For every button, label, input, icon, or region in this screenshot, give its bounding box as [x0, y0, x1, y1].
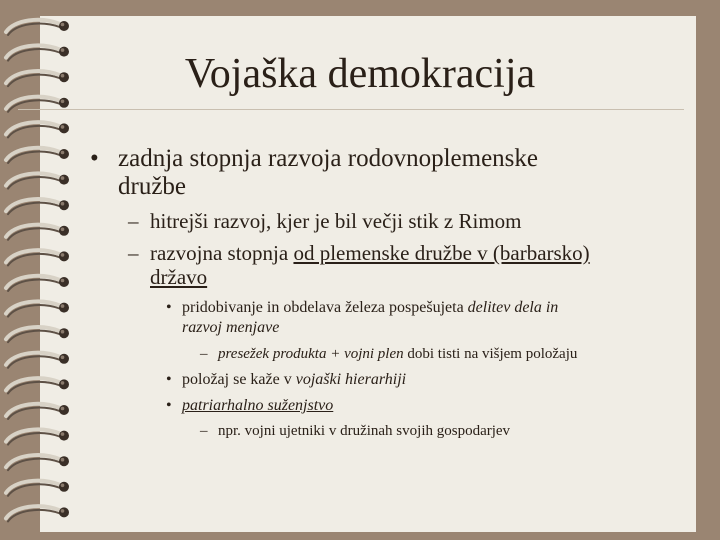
spiral-ring: [6, 455, 69, 470]
spiral-ring: [6, 327, 69, 342]
bullet-text-plain: pridobivanje in obdelava železa pospešujeta: [182, 299, 468, 316]
bullet-text-line2: družbe: [118, 173, 187, 200]
spiral-ring: [6, 148, 69, 163]
bullet-text-plain: položaj se kaže v: [182, 371, 296, 388]
italic-phrase: presežek produkta + vojni plen: [218, 346, 404, 362]
spiral-ring: [6, 481, 69, 496]
title-divider: [18, 109, 684, 110]
spiral-ring: [6, 506, 69, 521]
bullet-text: hitrejši razvoj, kjer je bil večji stik z Rimom: [150, 209, 522, 233]
bullet-text: [182, 396, 672, 416]
spiral-ring: [6, 122, 69, 137]
bullet-marker: •: [90, 145, 99, 172]
dash-marker: –: [200, 423, 208, 439]
bullet-text: [182, 370, 672, 390]
spiral-ring: [6, 276, 69, 291]
bullet-text-plain: dobi tisti na višjem položaju: [403, 346, 578, 362]
spiral-ring: [6, 173, 69, 188]
italic-phrase: delitev dela in: [467, 299, 559, 316]
italic-phrase-cont: razvoj menjave: [182, 319, 280, 336]
spiral-ring: [6, 301, 69, 316]
slide-title: Vojaška demokracija: [184, 51, 536, 97]
dash-marker: –: [128, 241, 139, 265]
dash-marker: –: [128, 209, 139, 233]
underlined-phrase-cont: državo: [150, 265, 208, 289]
spiral-ring: [6, 250, 69, 265]
spiral-ring: [6, 353, 69, 368]
spiral-ring: [6, 429, 69, 444]
bullet-text: [118, 145, 678, 201]
bullet-text: npr. vojni ujetniki v družinah svojih gospodarjev: [218, 423, 511, 439]
spiral-ring: [6, 20, 69, 35]
spiral-ring: [6, 199, 69, 214]
italic-underlined-phrase: patriarhalno suženjstvo: [182, 397, 334, 414]
bullet-text: [182, 298, 672, 338]
bullet-marker: •: [166, 371, 172, 388]
bullet-text: [150, 241, 670, 289]
spiral-ring: [6, 404, 69, 419]
italic-phrase: vojaški hierarhiji: [295, 371, 407, 388]
bullet-text: [218, 345, 698, 363]
bullet-marker: •: [166, 397, 172, 414]
bullet-prefix: razvojna stopnja: [150, 241, 294, 265]
bullet-text-line1: zadnja stopnja razvoja rodovnoplemenske: [118, 145, 538, 172]
spiral-ring: [6, 378, 69, 393]
underlined-phrase: od plemenske družbe v (barbarsko): [293, 241, 590, 265]
spiral-ring: [6, 225, 69, 240]
dash-marker: –: [200, 346, 208, 362]
bullet-marker: •: [166, 299, 172, 316]
